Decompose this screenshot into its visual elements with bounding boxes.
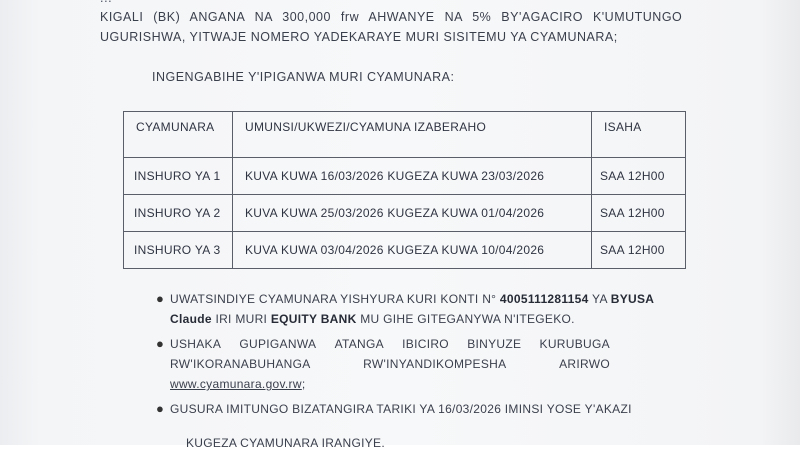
bidding-word: BINYUZE bbox=[467, 337, 522, 351]
account-holder-name: BYUSA bbox=[610, 292, 655, 306]
list-item-payment bbox=[156, 289, 655, 329]
list-item-visit bbox=[156, 399, 632, 419]
bidding-word: RW'IKORANABUHANGA bbox=[170, 357, 311, 371]
round-cell: INSHURO YA 3 bbox=[124, 232, 233, 269]
bidding-word: GUPIGANWA bbox=[239, 337, 317, 351]
bidding-word: RW'INYANDIKOMPESHA bbox=[363, 357, 507, 371]
bidding-word: ATANGA bbox=[334, 337, 384, 351]
list-item-bidding bbox=[156, 334, 610, 394]
account-number: 4005111281154 bbox=[499, 292, 589, 306]
header-date-range: UMUNSI/UKWEZI/CYAMUNA IZABERAHO bbox=[233, 112, 592, 158]
payment-text: MU GIHE GITEGANYWA N'ITEGEKO. bbox=[360, 312, 575, 326]
auction-website-link[interactable]: www.cyamunara.gov.rw bbox=[170, 377, 302, 391]
time-cell: SAA 12H00 bbox=[592, 232, 686, 269]
time-cell: SAA 12H00 bbox=[592, 195, 686, 232]
bidding-word: KURUBUGA bbox=[539, 337, 610, 351]
round-cell: INSHURO YA 2 bbox=[124, 195, 233, 232]
table-row bbox=[124, 195, 686, 232]
partial-top-line bbox=[100, 0, 700, 5]
date-range-cell: KUVA KUWA 25/03/2026 KUGEZA KUWA 01/04/2026 bbox=[233, 195, 592, 232]
bank-name: EQUITY BANK bbox=[270, 312, 357, 326]
conditions-list bbox=[156, 289, 655, 424]
date-range-cell: KUVA KUWA 16/03/2026 KUGEZA KUWA 23/03/2026 bbox=[233, 158, 592, 195]
header-cyamunara: CYAMUNARA bbox=[124, 112, 233, 158]
intro-line-2: UGURISHWA, YITWAJE NOMERO YADEKARAYE MURI SISITEMU YA CYAMUNARA; bbox=[100, 30, 618, 44]
bidding-word: IBICIRO bbox=[402, 337, 449, 351]
time-cell: SAA 12H00 bbox=[592, 158, 686, 195]
table-header-row bbox=[124, 112, 686, 158]
header-time: ISAHA bbox=[592, 112, 686, 158]
bidding-word: ; bbox=[301, 377, 306, 391]
payment-text: UWATSINDIYE CYAMUNARA YISHYURA KURI KONTI N° bbox=[170, 292, 497, 306]
payment-text: IRI MURI bbox=[215, 312, 268, 326]
intro-line-1: KIGALI (BK) ANGANA NA 300,000 frw AHWANYE NA 5% BY'AGACIRO K'UMUTUNGO bbox=[100, 10, 683, 24]
table-row bbox=[124, 158, 686, 195]
schedule-table bbox=[123, 111, 686, 269]
bullet-icon: ● bbox=[156, 336, 165, 351]
intro-paragraph bbox=[100, 7, 683, 47]
bullet-icon: ● bbox=[156, 291, 165, 306]
visit-line-2: KUGEZA CYAMUNARA IRANGIYE. bbox=[186, 436, 385, 450]
bullet-icon: ● bbox=[156, 401, 165, 416]
round-cell: INSHURO YA 1 bbox=[124, 158, 233, 195]
table-row bbox=[124, 232, 686, 269]
bidding-word: USHAKA bbox=[170, 337, 222, 351]
section-heading: INGENGABIHE Y'IPIGANWA MURI CYAMUNARA: bbox=[152, 70, 455, 84]
bidding-word: ARIRWO bbox=[559, 357, 610, 371]
payment-text: YA bbox=[592, 292, 608, 306]
visit-line-1: GUSURA IMITUNGO BIZATANGIRA TARIKI YA 16/03/2026 IMINSI YOSE Y'AKAZI bbox=[170, 402, 632, 416]
account-holder-name: Claude bbox=[170, 312, 212, 326]
date-range-cell: KUVA KUWA 03/04/2026 KUGEZA KUWA 10/04/2026 bbox=[233, 232, 592, 269]
